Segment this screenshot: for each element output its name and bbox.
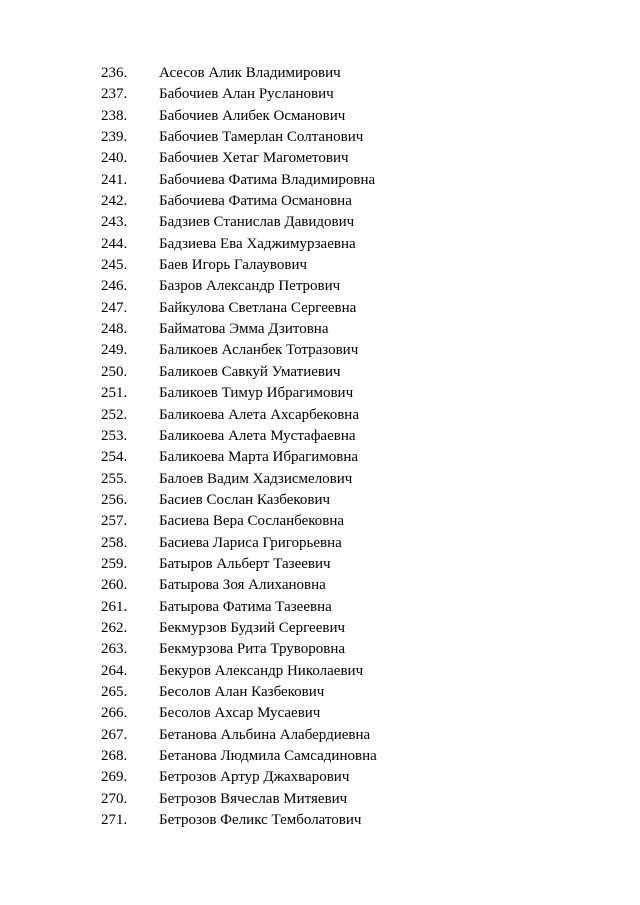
entry-name: Бабочиева Фатима Владимировна bbox=[159, 171, 376, 188]
entry-name: Баликоева Марта Ибрагимовна bbox=[159, 449, 359, 466]
entry-number: 264. bbox=[101, 662, 128, 679]
list-item bbox=[101, 426, 581, 447]
entry-name: Бадзиев Станислав Давидович bbox=[159, 214, 355, 231]
list-item bbox=[101, 661, 581, 682]
entry-number: 242. bbox=[101, 193, 128, 210]
entry-number: 258. bbox=[101, 534, 128, 551]
entry-number: 251. bbox=[101, 385, 128, 402]
entry-name: Бадзиева Ева Хаджимурзаевна bbox=[159, 235, 356, 252]
entry-name: Бетрозов Феликс Темболатович bbox=[159, 812, 362, 829]
entry-number: 262. bbox=[101, 619, 128, 636]
list-item bbox=[101, 298, 581, 319]
entry-name: Асесов Алик Владимирович bbox=[159, 65, 341, 81]
entry-number: 250. bbox=[101, 363, 128, 380]
list-item bbox=[101, 767, 581, 788]
entry-name: Бекмурзова Рита Труворовна bbox=[159, 641, 346, 658]
list-item bbox=[101, 597, 581, 618]
entry-name: Баев Игорь Галаувович bbox=[159, 257, 308, 274]
entry-name: Бекуров Александр Николаевич bbox=[159, 662, 364, 679]
entry-name: Байматова Эмма Дзитовна bbox=[159, 321, 329, 338]
entry-name: Бабочиев Алибек Османович bbox=[159, 107, 346, 124]
list-item bbox=[101, 127, 581, 148]
list-item bbox=[101, 703, 581, 724]
entry-number: 261. bbox=[101, 598, 128, 615]
entry-name: Балоев Вадим Хадзисмелович bbox=[159, 470, 353, 487]
list-item bbox=[101, 469, 581, 490]
entry-name: Батырова Зоя Алихановна bbox=[159, 577, 326, 594]
entry-name: Баликоев Асланбек Тотразович bbox=[159, 342, 359, 359]
list-item bbox=[101, 810, 581, 831]
entry-number: 267. bbox=[101, 726, 128, 743]
entry-number: 241. bbox=[101, 171, 128, 188]
entry-name: Бетрозов Вячеслав Митяевич bbox=[159, 790, 348, 807]
entry-number: 244. bbox=[101, 235, 128, 252]
entry-name: Бабочиева Фатима Османовна bbox=[159, 193, 352, 210]
entry-number: 246. bbox=[101, 278, 128, 295]
list-item bbox=[101, 340, 581, 361]
entry-name: Басиев Сослан Казбекович bbox=[159, 491, 331, 508]
entry-name: Баликоев Тимур Ибрагимович bbox=[159, 385, 354, 402]
entry-name: Басиева Лариса Григорьевна bbox=[159, 534, 342, 551]
list-item bbox=[101, 84, 581, 105]
entry-number: 269. bbox=[101, 769, 128, 786]
entry-number: 243. bbox=[101, 214, 128, 231]
entry-number: 254. bbox=[101, 449, 128, 466]
entry-number: 252. bbox=[101, 406, 128, 423]
entry-name: Бабочиев Тамерлан Солтанович bbox=[159, 129, 364, 146]
entry-name: Бесолов Ахсар Мусаевич bbox=[159, 705, 321, 722]
entry-number: 265. bbox=[101, 683, 128, 700]
entry-name: Байкулова Светлана Сергеевна bbox=[159, 299, 357, 316]
entry-number: 249. bbox=[101, 342, 128, 359]
entry-name: Баликоева Алета Мустафаевна bbox=[159, 427, 356, 444]
list-item bbox=[101, 255, 581, 276]
entry-name: Бабочиев Хетаг Магометович bbox=[159, 150, 349, 167]
list-item bbox=[101, 554, 581, 575]
entry-number: 256. bbox=[101, 491, 128, 508]
list-item bbox=[101, 319, 581, 340]
list-item bbox=[101, 618, 581, 639]
entry-name: Баликоева Алета Ахсарбековна bbox=[159, 406, 359, 423]
list-item bbox=[101, 191, 581, 212]
entry-name: Бетанова Людмила Самсадиновна bbox=[159, 748, 377, 764]
list-item bbox=[101, 212, 581, 233]
list-item bbox=[101, 148, 581, 169]
entry-number: 266. bbox=[101, 705, 128, 722]
entry-name: Бабочиев Алан Русланович bbox=[159, 86, 334, 103]
entry-name: Бетрозов Артур Джахварович bbox=[159, 769, 350, 786]
list-item bbox=[101, 234, 581, 255]
entry-name: Бетанова Альбина Алабердиевна bbox=[159, 726, 371, 743]
entry-number: 253. bbox=[101, 427, 128, 444]
entry-name: Батыров Альберт Тазеевич bbox=[159, 555, 331, 572]
entry-number: 236. bbox=[101, 65, 128, 81]
entry-number: 237. bbox=[101, 86, 128, 103]
entry-name: Басиева Вера Сосланбековна bbox=[159, 513, 345, 530]
entry-number: 268. bbox=[101, 748, 128, 764]
entry-number: 245. bbox=[101, 257, 128, 274]
list-item bbox=[101, 63, 581, 84]
list-item bbox=[101, 490, 581, 511]
entry-number: 271. bbox=[101, 812, 128, 829]
list-item bbox=[101, 639, 581, 660]
list-item bbox=[101, 362, 581, 383]
name-list bbox=[101, 63, 581, 831]
list-item bbox=[101, 789, 581, 810]
entry-name: Баликоев Савкуй Уматиевич bbox=[159, 363, 341, 380]
entry-number: 257. bbox=[101, 513, 128, 530]
list-item bbox=[101, 511, 581, 532]
list-item bbox=[101, 533, 581, 554]
entry-number: 263. bbox=[101, 641, 128, 658]
entry-name: Бесолов Алан Казбекович bbox=[159, 683, 325, 700]
list-item bbox=[101, 575, 581, 596]
entry-number: 247. bbox=[101, 299, 128, 316]
entry-number: 270. bbox=[101, 790, 128, 807]
entry-number: 239. bbox=[101, 129, 128, 146]
entry-number: 259. bbox=[101, 555, 128, 572]
list-item bbox=[101, 682, 581, 703]
list-item bbox=[101, 106, 581, 127]
list-item bbox=[101, 725, 581, 746]
entry-number: 240. bbox=[101, 150, 128, 167]
entry-name: Батырова Фатима Тазеевна bbox=[159, 598, 332, 615]
list-item bbox=[101, 276, 581, 297]
list-item bbox=[101, 405, 581, 426]
entry-name: Бекмурзов Будзий Сергеевич bbox=[159, 619, 346, 636]
entry-number: 238. bbox=[101, 107, 128, 124]
entry-number: 255. bbox=[101, 470, 128, 487]
list-item bbox=[101, 447, 581, 468]
entry-number: 248. bbox=[101, 321, 128, 338]
list-item bbox=[101, 383, 581, 404]
entry-name: Базров Александр Петрович bbox=[159, 278, 341, 295]
list-item bbox=[101, 170, 581, 191]
list-item bbox=[101, 746, 581, 767]
entry-number: 260. bbox=[101, 577, 128, 594]
